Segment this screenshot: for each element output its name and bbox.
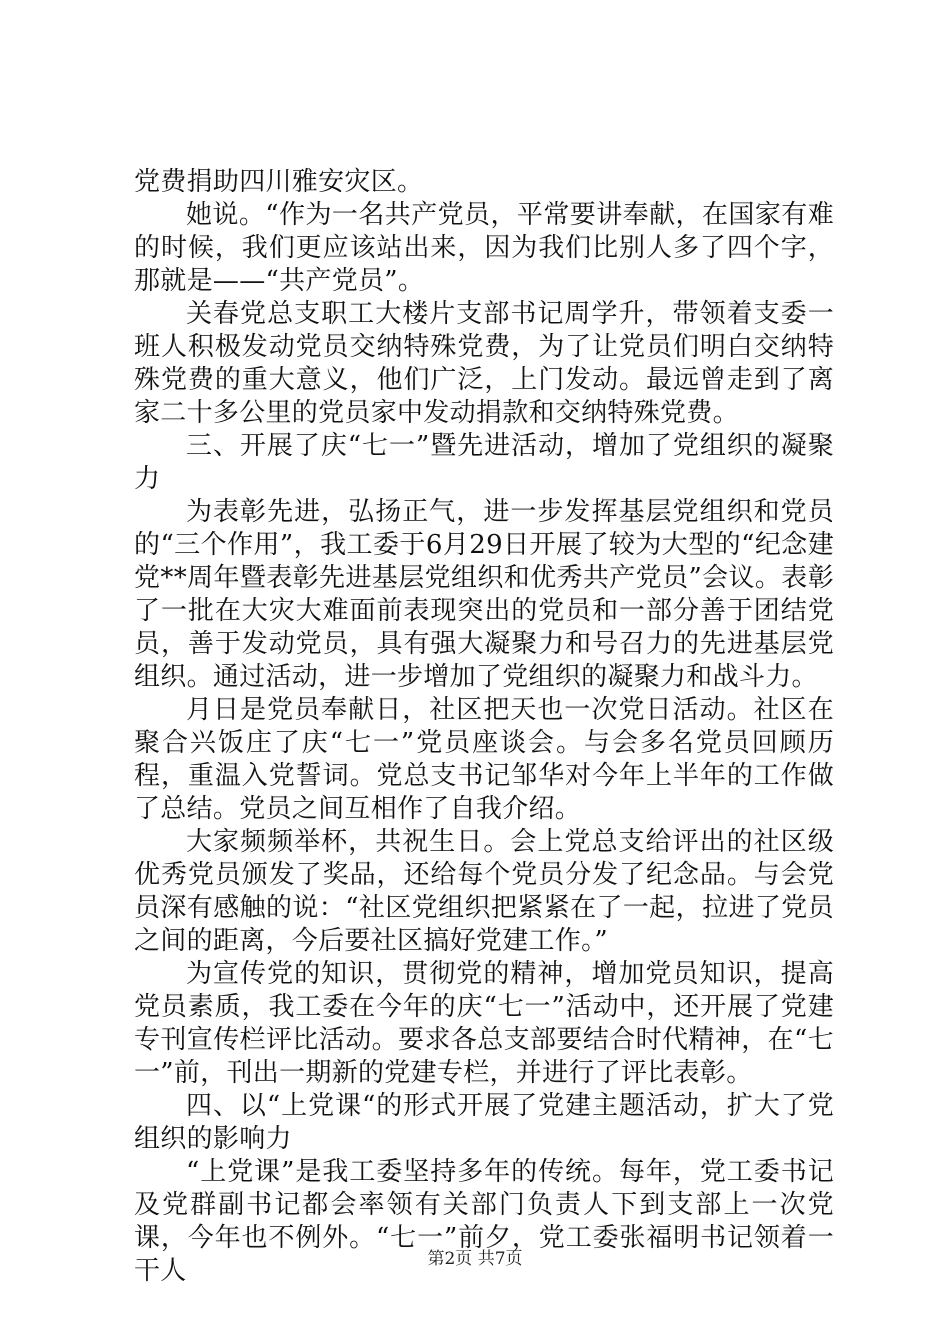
paragraph-5: 为表彰先进，弘扬正气，进一步发挥基层党组织和党员的“三个作用”，我工委于6月29日开展了较为大型的“纪念建党**周年暨表彰先进基层党组织和优秀共产党员”会议。表彰了一批在大灾大难面前表现突出的党员和一部分善于团结党员，善于发动党员，具有强大凝聚力和号召力的先进基层党组织。通过活动，进一步增加了党组织的凝聚力和战斗力。 bbox=[134, 497, 834, 692]
paragraph-7: 大家频频举杯，共祝生日。会上党总支给评出的社区级优秀党员颁发了奖品，还给每个党员分发了纪念品。与会党员深有感触的说：“社区党组织把紧紧在了一起，拉进了党员之间的距离，今后要社区搞好党建工作。” bbox=[134, 827, 834, 956]
paragraph-3: 关春党总支职工大楼片支部书记周学升，带领着支委一班人积极发动党员交纳特殊党费，为了让党员们明白交纳特殊党费的重大意义，他们广泛，上门发动。最远曾走到了离家二十多公里的党员家中发动捐款和交纳特殊党费。 bbox=[134, 299, 834, 428]
paragraph-8: 为宣传党的知识，贯彻党的精神，增加党员知识，提高党员素质，我工委在今年的庆“七一”活动中，还开展了党建专刊宣传栏评比活动。要求各总支部要结合时代精神，在“七一”前，刊出一期新的党建专栏，并进行了评比表彰。 bbox=[134, 959, 834, 1088]
paragraph-2: 她说。“作为一名共产党员，平常要讲奉献，在国家有难的时候，我们更应该站出来，因为我们比别人多了四个字，那就是——“共产党员”。 bbox=[134, 200, 834, 296]
section-heading-3: 三、开展了庆“七一”暨先进活动，增加了党组织的凝聚力 bbox=[134, 431, 834, 494]
section-heading-4: 四、以“上党课“的形式开展了党建主题活动，扩大了党组织的影响力 bbox=[134, 1091, 834, 1154]
page-number: 第2页 共7页 bbox=[427, 1249, 523, 1269]
paragraph-6: 月日是党员奉献日，社区把天也一次党日活动。社区在聚合兴饭庄了庆“七一”党员座谈会。与会多名党员回顾历程，重温入党誓词。党总支书记邹华对今年上半年的工作做了总结。党员之间互相作了自我介绍。 bbox=[134, 695, 834, 824]
paragraph-1: 党费捐助四川雅安灾区。 bbox=[134, 167, 424, 197]
document-body bbox=[134, 166, 834, 1288]
paragraph-10: “上党课”是我工委坚持多年的传统。每年，党工委书记及党群副书记都会率领有关部门负责人下到支部上一次党课，今年也不例外。“七一”前夕，党工委张福明书记领着一干人 bbox=[134, 1157, 834, 1286]
